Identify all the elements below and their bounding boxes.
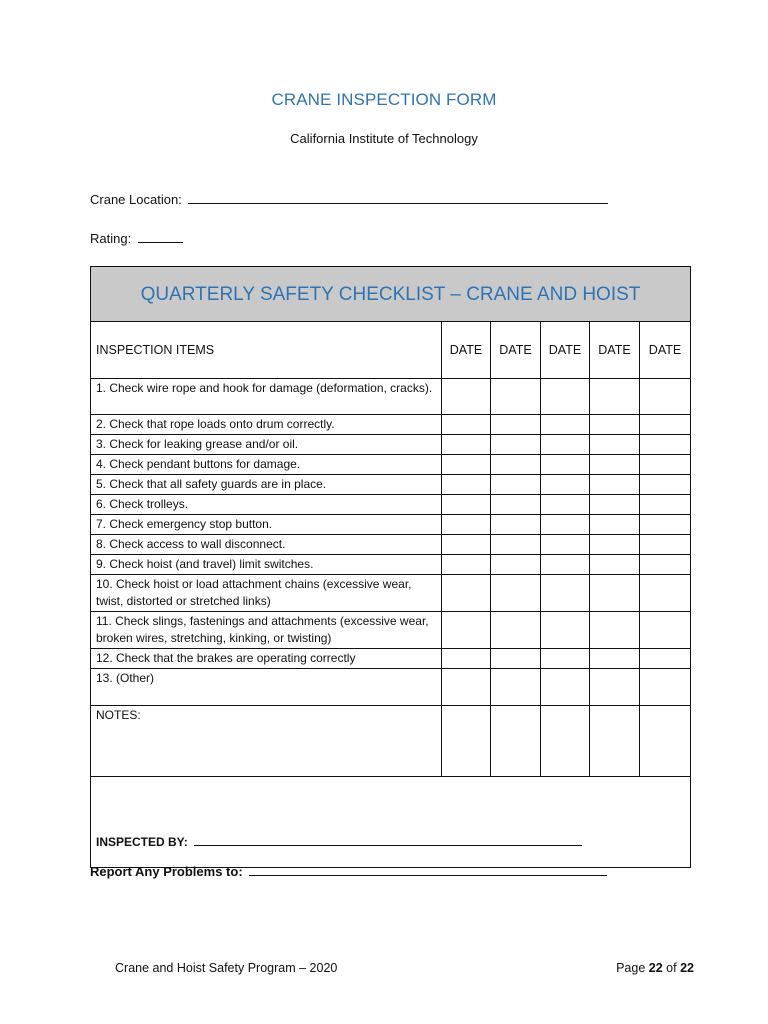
date-cell[interactable] [491, 575, 541, 612]
date-cell[interactable] [541, 612, 590, 649]
inspection-item: 13. (Other) [91, 669, 442, 706]
date-cell[interactable] [640, 575, 691, 612]
date-cell[interactable] [640, 706, 691, 777]
date-cell[interactable] [442, 649, 491, 669]
inspection-item: 11. Check slings, fastenings and attachments (excessive wear, broken wires, stretching, kinking, or twisting) [91, 612, 442, 649]
date-header: DATE [491, 322, 541, 379]
checklist-banner: QUARTERLY SAFETY CHECKLIST – CRANE AND HOIST [91, 267, 691, 322]
date-cell[interactable] [590, 515, 640, 535]
institution-name: California Institute of Technology [290, 131, 478, 146]
date-cell[interactable] [640, 379, 691, 415]
table-row [91, 649, 691, 669]
date-cell[interactable] [590, 612, 640, 649]
date-cell[interactable] [491, 495, 541, 515]
date-cell[interactable] [541, 379, 590, 415]
date-cell[interactable] [442, 379, 491, 415]
date-cell[interactable] [491, 515, 541, 535]
table-row [91, 435, 691, 455]
date-cell[interactable] [541, 495, 590, 515]
date-cell[interactable] [491, 455, 541, 475]
date-cell[interactable] [442, 535, 491, 555]
date-cell[interactable] [590, 649, 640, 669]
date-cell[interactable] [491, 555, 541, 575]
date-cell[interactable] [541, 535, 590, 555]
report-problems-blank[interactable] [249, 864, 607, 876]
table-row [91, 495, 691, 515]
date-cell[interactable] [541, 575, 590, 612]
page-total: 22 [680, 961, 694, 975]
table-row [91, 455, 691, 475]
date-cell[interactable] [442, 455, 491, 475]
table-header-row [91, 322, 691, 379]
date-cell[interactable] [541, 415, 590, 435]
date-cell[interactable] [442, 495, 491, 515]
date-header: DATE [590, 322, 640, 379]
date-cell[interactable] [640, 475, 691, 495]
date-cell[interactable] [640, 669, 691, 706]
date-cell[interactable] [491, 535, 541, 555]
footer-page-number [616, 961, 694, 975]
date-cell[interactable] [541, 515, 590, 535]
quarterly-checklist-table [90, 266, 691, 868]
rating-blank[interactable] [138, 231, 183, 243]
table-row [91, 515, 691, 535]
date-cell[interactable] [442, 669, 491, 706]
date-cell[interactable] [491, 669, 541, 706]
date-cell[interactable] [640, 612, 691, 649]
table-row [91, 575, 691, 612]
date-cell[interactable] [590, 415, 640, 435]
page-of: of [666, 961, 677, 975]
date-cell[interactable] [442, 415, 491, 435]
date-cell[interactable] [442, 555, 491, 575]
date-cell[interactable] [491, 379, 541, 415]
date-cell[interactable] [640, 535, 691, 555]
date-cell[interactable] [640, 555, 691, 575]
form-title: CRANE INSPECTION FORM [271, 90, 497, 109]
date-cell[interactable] [491, 612, 541, 649]
date-cell[interactable] [541, 455, 590, 475]
inspected-by-cell [91, 777, 691, 868]
date-cell[interactable] [590, 475, 640, 495]
date-cell[interactable] [590, 535, 640, 555]
date-cell[interactable] [590, 379, 640, 415]
inspected-by-row [91, 777, 691, 868]
date-cell[interactable] [491, 475, 541, 495]
date-header: DATE [541, 322, 590, 379]
inspection-item: 1. Check wire rope and hook for damage (deformation, cracks). [91, 379, 442, 415]
table-row [91, 612, 691, 649]
table-row [91, 535, 691, 555]
date-cell[interactable] [442, 575, 491, 612]
crane-location-label: Crane Location: [90, 192, 182, 207]
date-cell[interactable] [640, 435, 691, 455]
date-cell[interactable] [590, 455, 640, 475]
report-problems-field [90, 864, 607, 879]
report-problems-label: Report Any Problems to: [90, 864, 243, 879]
date-cell[interactable] [442, 706, 491, 777]
date-cell[interactable] [640, 515, 691, 535]
inspection-item: 6. Check trolleys. [91, 495, 442, 515]
date-cell[interactable] [590, 435, 640, 455]
date-cell[interactable] [442, 515, 491, 535]
page-current: 22 [648, 961, 663, 975]
inspection-item: 12. Check that the brakes are operating correctly [91, 649, 442, 669]
inspection-item: 2. Check that rope loads onto drum correctly. [91, 415, 442, 435]
table-row [91, 475, 691, 495]
date-cell[interactable] [640, 415, 691, 435]
footer-program-name: Crane and Hoist Safety Program – 2020 [115, 961, 338, 975]
table-row [91, 555, 691, 575]
date-cell[interactable] [541, 669, 590, 706]
page-prefix: Page [616, 961, 646, 975]
date-cell[interactable] [541, 706, 590, 777]
date-cell[interactable] [491, 706, 541, 777]
inspection-item: 10. Check hoist or load attachment chains (excessive wear, twist, distorted or stretched links) [91, 575, 442, 612]
date-cell[interactable] [541, 435, 590, 455]
date-cell[interactable] [541, 649, 590, 669]
date-cell[interactable] [541, 475, 590, 495]
inspected-by-blank[interactable] [194, 834, 582, 846]
date-cell[interactable] [590, 495, 640, 515]
rating-label: Rating: [90, 231, 132, 246]
date-cell[interactable] [590, 575, 640, 612]
date-cell[interactable] [541, 555, 590, 575]
inspection-item: 5. Check that all safety guards are in place. [91, 475, 442, 495]
date-cell[interactable] [491, 415, 541, 435]
date-cell[interactable] [442, 612, 491, 649]
table-row [91, 669, 691, 706]
date-cell[interactable] [640, 495, 691, 515]
inspection-item: 3. Check for leaking grease and/or oil. [91, 435, 442, 455]
date-cell[interactable] [640, 455, 691, 475]
date-cell[interactable] [442, 435, 491, 455]
inspection-item: 8. Check access to wall disconnect. [91, 535, 442, 555]
inspected-by-label: INSPECTED BY: [96, 835, 188, 849]
date-cell[interactable] [491, 435, 541, 455]
inspection-items-header: INSPECTION ITEMS [91, 322, 442, 379]
date-header: DATE [442, 322, 491, 379]
notes-label: NOTES: [91, 706, 442, 777]
inspection-item: 4. Check pendant buttons for damage. [91, 455, 442, 475]
date-cell[interactable] [590, 555, 640, 575]
rating-field [90, 231, 183, 246]
inspection-item: 7. Check emergency stop button. [91, 515, 442, 535]
crane-location-field [90, 192, 608, 207]
date-cell[interactable] [442, 475, 491, 495]
date-cell[interactable] [640, 649, 691, 669]
crane-location-blank[interactable] [188, 192, 608, 204]
date-cell[interactable] [491, 649, 541, 669]
inspection-item: 9. Check hoist (and travel) limit switches. [91, 555, 442, 575]
table-row [91, 379, 691, 415]
date-cell[interactable] [590, 706, 640, 777]
table-row [91, 415, 691, 435]
date-header: DATE [640, 322, 691, 379]
date-cell[interactable] [590, 669, 640, 706]
notes-row [91, 706, 691, 777]
